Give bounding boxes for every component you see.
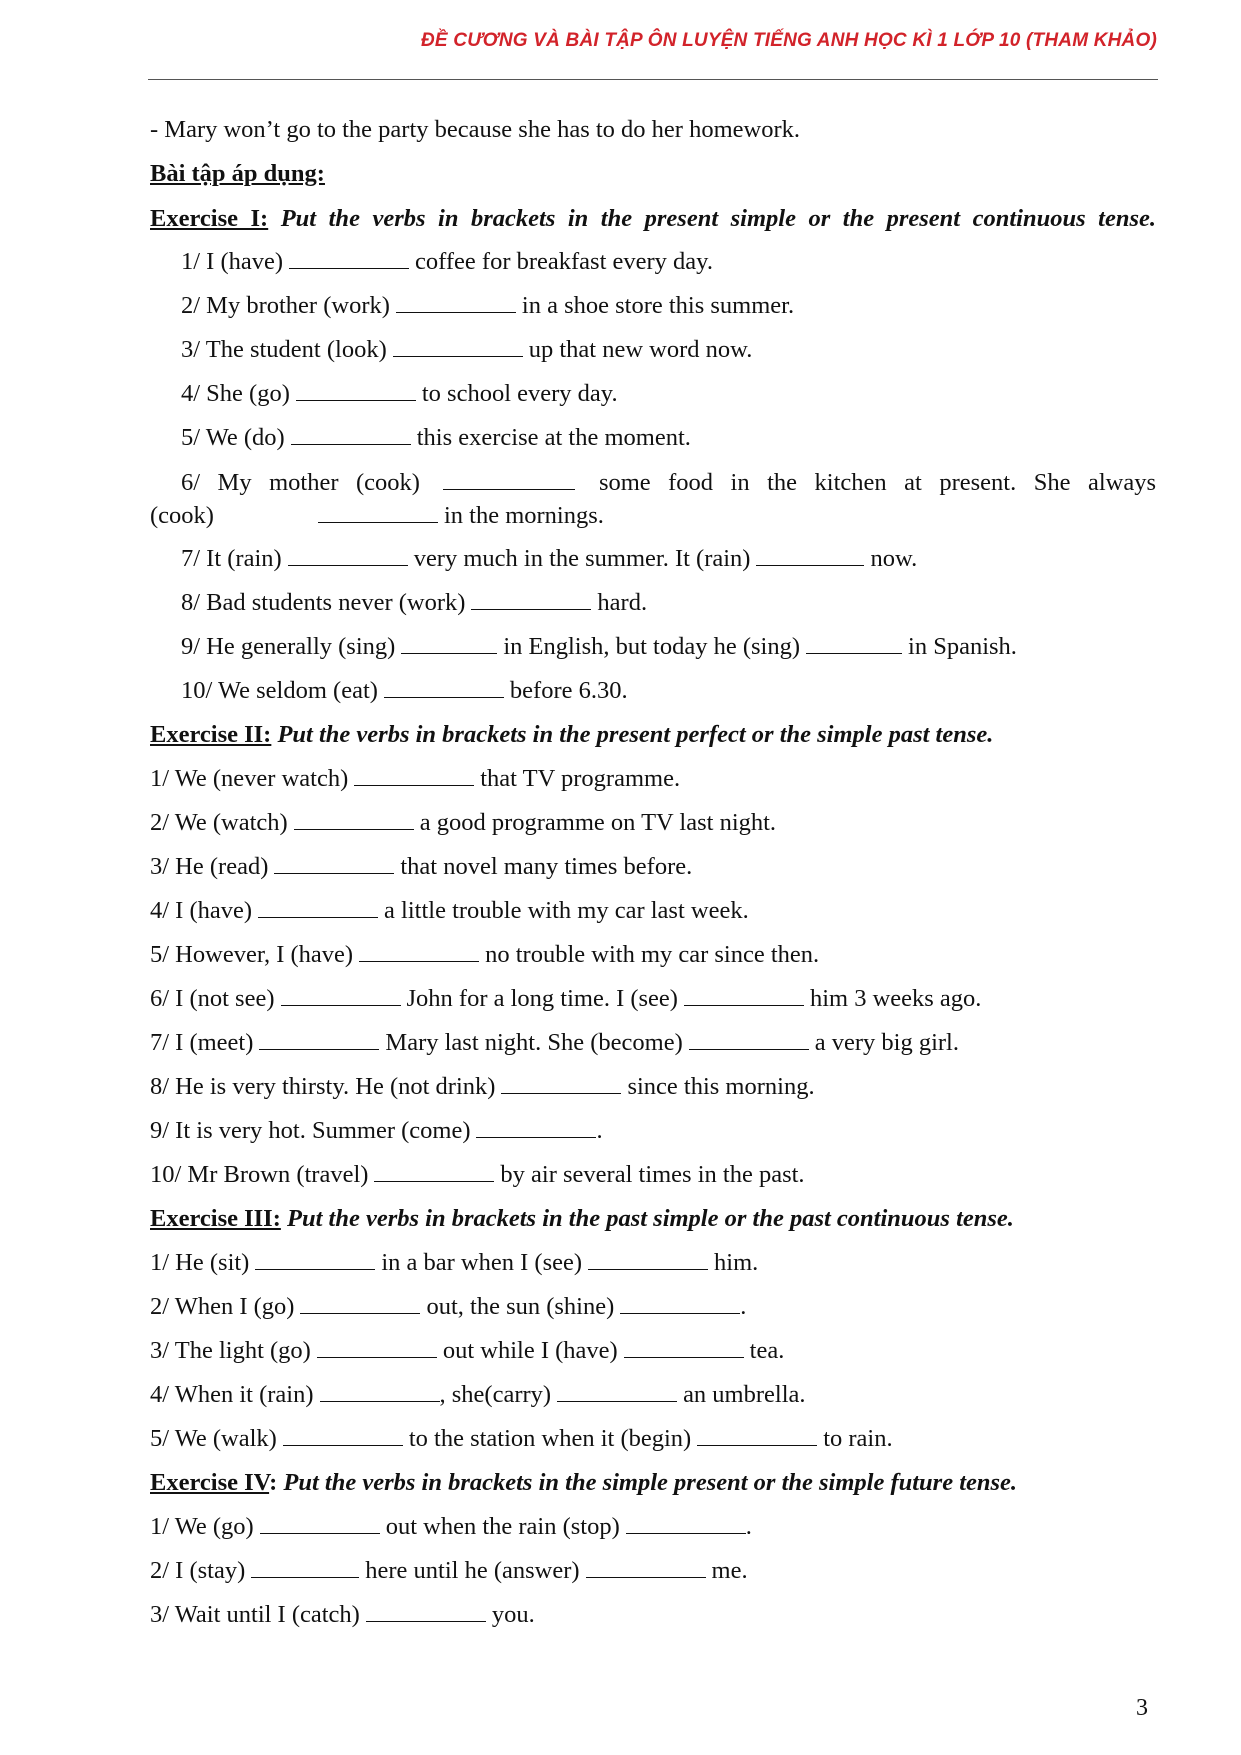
answer-blank[interactable]	[291, 426, 411, 445]
answer-blank[interactable]	[476, 1119, 596, 1138]
exercise-label: Exercise III:	[150, 1205, 281, 1232]
exercise-instruction: Put the verbs in brackets in the simple present or the simple future tense.	[283, 1469, 1018, 1496]
exercise-label: Exercise I:	[150, 205, 269, 232]
exercise-1-heading	[150, 202, 1156, 235]
exercise-1-item-10: 10/ We seldom (eat) before 6.30.	[181, 677, 628, 704]
exercise-3-heading	[150, 1197, 1156, 1241]
answer-blank[interactable]	[300, 1295, 420, 1314]
exercise-3-item-5: 5/ We (walk) to the station when it (begin) to rain.	[150, 1425, 893, 1452]
answer-blank[interactable]	[274, 855, 394, 874]
answer-blank[interactable]	[471, 591, 591, 610]
exercise-2-item-5: 5/ However, I (have) no trouble with my car since then.	[150, 941, 820, 968]
answer-blank[interactable]	[697, 1427, 817, 1446]
answer-blank[interactable]	[557, 1383, 677, 1402]
answer-blank[interactable]	[626, 1515, 746, 1534]
exercise-instruction: Put the verbs in brackets in the present simple or the present continuous tense.	[280, 205, 1157, 232]
exercise-1-item-1: 1/ I (have) coffee for breakfast every day.	[181, 248, 713, 275]
answer-blank[interactable]	[806, 635, 902, 654]
answer-blank[interactable]	[283, 1427, 403, 1446]
answer-blank[interactable]	[354, 767, 474, 786]
answer-blank[interactable]	[260, 1515, 380, 1534]
answer-blank[interactable]	[251, 1559, 359, 1578]
exercise-3-item-1: 1/ He (sit) in a bar when I (see) him.	[150, 1249, 759, 1276]
exercise-2-item-1: 1/ We (never watch) that TV programme.	[150, 765, 681, 792]
exercise-instruction: Put the verbs in brackets in the present perfect or the simple past tense.	[277, 721, 994, 748]
exercise-2-heading	[150, 713, 1156, 757]
answer-blank[interactable]	[586, 1559, 706, 1578]
answer-blank[interactable]	[588, 1251, 708, 1270]
exercise-4-item-2: 2/ I (stay) here until he (answer) me.	[150, 1557, 748, 1584]
exercise-2-item-6: 6/ I (not see) John for a long time. I (see) him 3 weeks ago.	[150, 985, 982, 1012]
answer-blank[interactable]	[255, 1251, 375, 1270]
exercise-1-item-3: 3/ The student (look) up that new word now.	[181, 336, 753, 363]
answer-blank[interactable]	[359, 943, 479, 962]
exercise-3-item-3: 3/ The light (go) out while I (have) tea.	[150, 1337, 785, 1364]
exercise-4-item-3: 3/ Wait until I (catch) you.	[150, 1601, 535, 1628]
answer-blank[interactable]	[294, 811, 414, 830]
exercise-2-item-10: 10/ Mr Brown (travel) by air several times in the past.	[150, 1161, 805, 1188]
exercise-2-item-3: 3/ He (read) that novel many times before.	[150, 853, 693, 880]
header-divider	[148, 79, 1158, 80]
answer-blank[interactable]	[281, 987, 401, 1006]
exercise-4-heading: Exercise IV: Put the verbs in brackets in the simple present or the simple future tense.	[150, 1469, 1018, 1496]
exercise-3-item-2: 2/ When I (go) out, the sun (shine) .	[150, 1293, 747, 1320]
exercise-1-item-5: 5/ We (do) this exercise at the moment.	[181, 424, 691, 451]
answer-blank[interactable]	[624, 1339, 744, 1358]
exercise-3-item-4: 4/ When it (rain) , she(carry) an umbrella.	[150, 1381, 806, 1408]
exercise-1-item-6: 6/ My mother (cook) some food in the kitchen at present. She always (cook) in the mornings.	[150, 469, 1156, 529]
page-number: 3	[1136, 1695, 1148, 1721]
answer-blank[interactable]	[684, 987, 804, 1006]
answer-blank[interactable]	[396, 294, 516, 313]
answer-blank[interactable]	[259, 1031, 379, 1050]
exercise-label: Exercise II:	[150, 721, 272, 748]
exercise-1-item-9: 9/ He generally (sing) in English, but today he (sing) in Spanish.	[181, 633, 1017, 660]
answer-blank[interactable]	[366, 1603, 486, 1622]
answer-blank[interactable]	[384, 679, 504, 698]
answer-blank[interactable]	[317, 1339, 437, 1358]
answer-blank[interactable]	[289, 250, 409, 269]
exercise-1-item-7: 7/ It (rain) very much in the summer. It (rain) now.	[181, 545, 918, 572]
section-title: Bài tập áp dụng:	[150, 160, 325, 187]
exercise-2-item-7: 7/ I (meet) Mary last night. She (become) a very big girl.	[150, 1029, 959, 1056]
exercise-2-item-2: 2/ We (watch) a good programme on TV last night.	[150, 809, 777, 836]
exercise-2-item-8: 8/ He is very thirsty. He (not drink) since this morning.	[150, 1073, 815, 1100]
document-header-title: ĐỀ CƯƠNG VÀ BÀI TẬP ÔN LUYỆN TIẾNG ANH HỌC KÌ 1 LỚP 10 (THAM KHẢO)	[421, 30, 1157, 51]
intro-example: - Mary won’t go to the party because she has to do her homework.	[150, 116, 800, 143]
answer-blank[interactable]	[689, 1031, 809, 1050]
page-content	[150, 108, 1156, 1637]
answer-blank[interactable]	[401, 635, 497, 654]
answer-blank[interactable]	[318, 504, 438, 523]
answer-blank[interactable]	[443, 471, 575, 490]
answer-blank[interactable]	[296, 382, 416, 401]
exercise-label: Exercise IV	[150, 1469, 270, 1496]
exercise-4-item-1: 1/ We (go) out when the rain (stop) .	[150, 1513, 752, 1540]
answer-blank[interactable]	[393, 338, 523, 357]
exercise-1-item-2: 2/ My brother (work) in a shoe store this summer.	[181, 292, 795, 319]
answer-blank[interactable]	[258, 899, 378, 918]
answer-blank[interactable]	[756, 547, 864, 566]
answer-blank[interactable]	[374, 1163, 494, 1182]
answer-blank[interactable]	[501, 1075, 621, 1094]
answer-blank[interactable]	[288, 547, 408, 566]
exercise-2-item-4: 4/ I (have) a little trouble with my car last week.	[150, 897, 749, 924]
exercise-instruction: Put the verbs in brackets in the past simple or the past continuous tense.	[287, 1205, 1014, 1232]
answer-blank[interactable]	[620, 1295, 740, 1314]
exercise-1-item-4: 4/ She (go) to school every day.	[181, 380, 618, 407]
exercise-1-item-8: 8/ Bad students never (work) hard.	[181, 589, 648, 616]
answer-blank[interactable]	[320, 1383, 440, 1402]
exercise-2-item-9: 9/ It is very hot. Summer (come) .	[150, 1117, 603, 1144]
